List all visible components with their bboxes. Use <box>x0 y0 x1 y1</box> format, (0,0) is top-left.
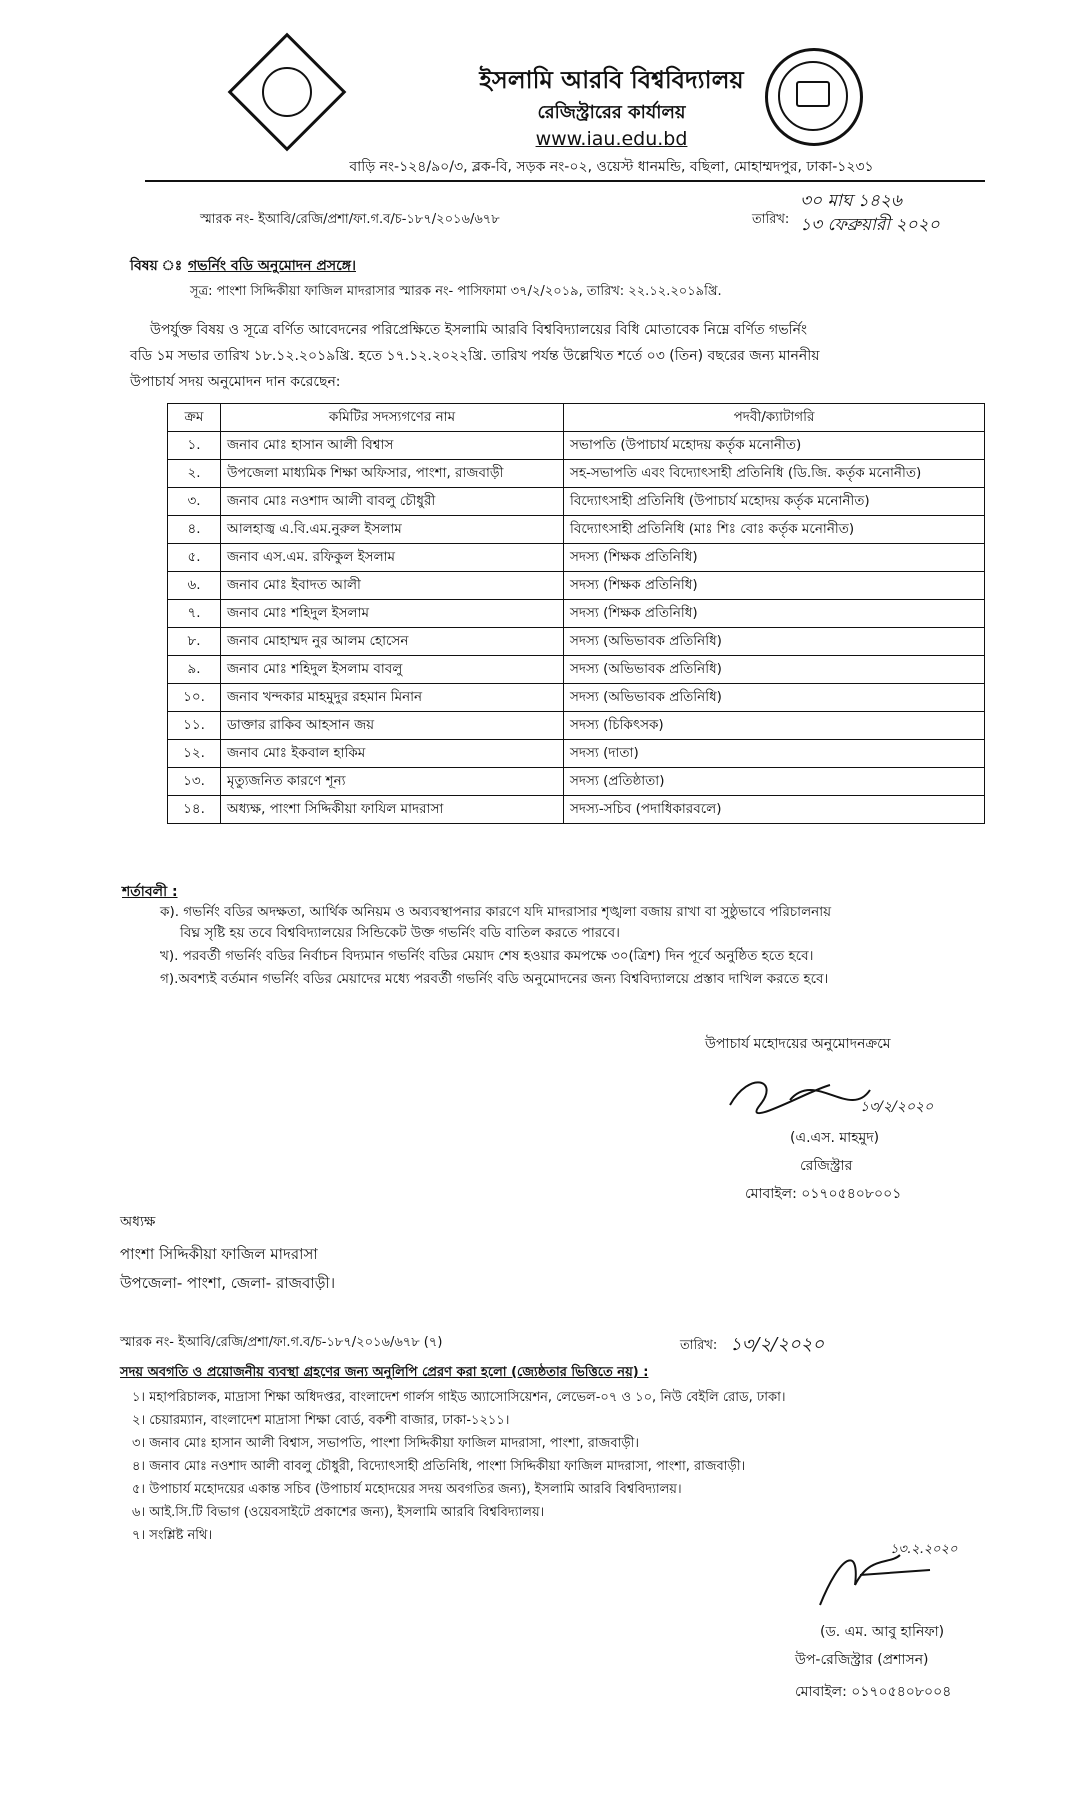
table-cell-member-role: সদস্য (চিকিৎসক) <box>564 712 985 740</box>
copy-list-item: ৬। আই.সি.টি বিভাগ (ওয়েবসাইটে প্রকাশের জন্য), ইসলামি আরবি বিশ্ববিদ্যালয়। <box>132 1505 545 1520</box>
table-header-name: কমিটির সদস্যগণের নাম <box>221 404 564 432</box>
table-row <box>168 656 985 684</box>
copy-memo-date: ১৩/২/২০২০ <box>730 1334 825 1355</box>
copy-list-item: ৩। জনাব মোঃ হাসান আলী বিশ্বাস, সভাপতি, পাংশা সিদ্দিকীয়া ফাজিল মাদরাসা, পাংশা, রাজবাড়ী। <box>132 1436 639 1451</box>
memo-date-label: তারিখ: <box>752 212 790 227</box>
deputy-registrar-name: (ড. এম. আবু হানিফা) <box>820 1624 945 1640</box>
table-cell-member-name: জনাব খন্দকার মাহমুদুর রহমান মিনান <box>221 684 564 712</box>
table-cell-member-role: সদস্য (অভিভাবক প্রতিনিধি) <box>564 684 985 712</box>
table-cell-serial: ২. <box>168 460 221 488</box>
condition-a-line1: ক). গভর্নিং বডির অদক্ষতা, আর্থিক অনিয়ম ও অব্যবস্থাপনার কারণে যদি মাদরাসার শৃঙ্খলা বজায় রাখা বা সুষ্ঠুভাবে পরিচালনায় <box>160 904 832 920</box>
table-cell-serial: ১৪. <box>168 796 221 824</box>
table-cell-member-role: সদস্য (শিক্ষক প্রতিনিধি) <box>564 600 985 628</box>
table-cell-member-name: মৃত্যুজনিত কারণে শূন্য <box>221 768 564 796</box>
table-row <box>168 600 985 628</box>
table-cell-member-name: জনাব এস.এম. রফিকুল ইসলাম <box>221 544 564 572</box>
website-link[interactable]: www.iau.edu.bd <box>535 128 688 150</box>
table-row <box>168 572 985 600</box>
copy-list-item: ১। মহাপরিচালক, মাদ্রাসা শিক্ষা অধিদপ্তর, বাংলাদেশ গার্লস গাইড অ্যাসোসিয়েশন, লেভেল-০৭ ও ১০, নিউ বেইলি রোড, ঢাকা। <box>132 1390 786 1405</box>
deputy-registrar-title: উপ-রেজিস্ট্রার (প্রশাসন) <box>795 1652 929 1668</box>
copy-memo-date-label: তারিখ: <box>680 1338 718 1353</box>
table-cell-member-name: জনাব মোহাম্মদ নুর আলম হোসেন <box>221 628 564 656</box>
table-cell-serial: ৭. <box>168 600 221 628</box>
condition-c: গ).অবশ্যই বর্তমান গভর্নিং বডির মেয়াদের মধ্যে পরবর্তী গভর্নিং বডি অনুমোদনের জন্য বিশ্ববিদ্যালয়ে প্রস্তাব দাখিল করতে হবে। <box>160 971 829 987</box>
condition-a-line2: বিঘ্ন সৃষ্টি হয় তবে বিশ্ববিদ্যালয়ের সিন্ডিকেট উক্ত গভর্নিং বডি বাতিল করতে পারবে। <box>180 925 620 941</box>
deputy-registrar-signature-date: ১৩.২.২০২০ <box>890 1542 958 1557</box>
table-cell-member-role: সদস্য (অভিভাবক প্রতিনিধি) <box>564 628 985 656</box>
table-cell-member-name: জনাব মোঃ ইবাদত আলী <box>221 572 564 600</box>
memo-date-bangla: ৩০ মাঘ ১৪২৬ <box>800 191 902 211</box>
recipient-address: উপজেলা- পাংশা, জেলা- রাজবাড়ী। <box>120 1274 336 1292</box>
table-cell-member-name: জনাব মোঃ ইকবাল হাকিম <box>221 740 564 768</box>
table-cell-member-role: সদস্য (দাতা) <box>564 740 985 768</box>
deputy-registrar-mobile: মোবাইল: ০১৭০৫৪০৮০০৪ <box>795 1684 952 1700</box>
table-cell-member-name: উপজেলা মাধ্যমিক শিক্ষা অফিসার, পাংশা, রাজবাড়ী <box>221 460 564 488</box>
table-row <box>168 768 985 796</box>
table-cell-member-role: বিদ্যোৎসাহী প্রতিনিধি (উপাচার্য মহোদয় কর্তৃক মনোনীত) <box>564 488 985 516</box>
recipient-title: অধ্যক্ষ <box>120 1214 156 1230</box>
governing-body-table <box>167 403 985 824</box>
body-line-2: বডি ১ম সভার তারিখ ১৮.১২.২০১৯খ্রি. হতে ১৭.১২.২০২২খ্রি. তারিখ পর্যন্ত উল্লেখিত শর্তে ০৩ (তিন) বছরের জন্য মাননীয় <box>130 348 820 364</box>
table-cell-serial: ৫. <box>168 544 221 572</box>
recipient-institution: পাংশা সিদ্দিকীয়া ফাজিল মাদরাসা <box>120 1245 318 1263</box>
table-cell-member-name: জনাব মোঃ হাসান আলী বিশ্বাস <box>221 432 564 460</box>
table-cell-member-name: অধ্যক্ষ, পাংশা সিদ্দিকীয়া ফাযিল মাদরাসা <box>221 796 564 824</box>
table-cell-serial: ৮. <box>168 628 221 656</box>
table-cell-member-name: ডাক্তার রাকিব আহসান জয় <box>221 712 564 740</box>
source-reference: সূত্র: পাংশা সিদ্দিকীয়া ফাজিল মাদরাসার স্মারক নং- পাসিফামা ৩৭/২/২০১৯, তারিখ: ২২.১২.২০১৯খ্রি. <box>190 284 722 299</box>
office-address: বাড়ি নং-১২৪/৯০/৩, ব্লক-বি, সড়ক নং-০২, ওয়েস্ট ধানমন্ডি, বছিলা, মোহাম্মদপুর, ঢাকা-১২৩১ <box>349 159 874 175</box>
table-row <box>168 740 985 768</box>
table-cell-serial: ৪. <box>168 516 221 544</box>
table-header-role: পদবী/ক্যাটাগরি <box>564 404 985 432</box>
copy-list-item: ৪। জনাব মোঃ নওশাদ আলী বাবলু চৌধুরী, বিদ্যোৎসাহী প্রতিনিধি, পাংশা সিদ্দিকীয়া ফাজিল মাদরাসা, পাংশা, রাজবাড়ী। <box>132 1459 746 1474</box>
registrar-title: রেজিস্ট্রার <box>800 1158 853 1174</box>
table-cell-member-name: জনাব মোঃ শহিদুল ইসলাম <box>221 600 564 628</box>
table-cell-member-role: সহ-সভাপতি এবং বিদ্যোৎসাহী প্রতিনিধি (ডি.জি. কর্তৃক মনোনীত) <box>564 460 985 488</box>
table-row <box>168 628 985 656</box>
registrar-name: (এ.এস. মাহমুদ) <box>790 1130 880 1146</box>
copy-list-item: ৫। উপাচার্য মহোদয়ের একান্ত সচিব (উপাচার্য মহোদয়ের সদয় অবগতির জন্য), ইসলামি আরবি বিশ্ববিদ্যালয়। <box>132 1482 682 1497</box>
table-cell-member-role: সদস্য-সচিব (পদাধিকারবলে) <box>564 796 985 824</box>
table-row <box>168 460 985 488</box>
condition-b: খ). পরবর্তী গভর্নিং বডির নির্বাচন বিদ্যমান গভর্নিং বডির মেয়াদ শেষ হওয়ার কমপক্ষে ৩০(ত্রিশ) দিন পূর্বে অনুষ্ঠিত হতে হবে। <box>160 948 814 964</box>
table-header-serial: ক্রম <box>168 404 221 432</box>
table-cell-serial: ৬. <box>168 572 221 600</box>
table-row <box>168 712 985 740</box>
registrar-signature-date: ১৩/২/২০২০ <box>860 1099 934 1115</box>
table-row <box>168 488 985 516</box>
subject-label: বিষয় ঃ <box>130 258 183 274</box>
table-cell-serial: ৩. <box>168 488 221 516</box>
office-name: রেজিস্ট্রারের কার্যালয় <box>537 102 686 123</box>
table-cell-serial: ১. <box>168 432 221 460</box>
approval-line: উপাচার্য মহোদয়ের অনুমোদনক্রমে <box>705 1036 891 1052</box>
table-cell-serial: ১২. <box>168 740 221 768</box>
table-cell-member-name: আলহাজ্ব এ.বি.এম.নুরুল ইসলাম <box>221 516 564 544</box>
table-cell-member-role: সদস্য (অভিভাবক প্রতিনিধি) <box>564 656 985 684</box>
table-cell-serial: ১৩. <box>168 768 221 796</box>
body-line-3: উপাচার্য সদয় অনুমোদন দান করেছেন: <box>130 374 341 390</box>
copy-heading: সদয় অবগতি ও প্রয়োজনীয় ব্যবস্থা গ্রহণের জন্য অনুলিপি প্রেরণ করা হলো (জ্যেষ্ঠতার ভিত্তিতে নয়) : <box>120 1365 649 1380</box>
table-row <box>168 432 985 460</box>
university-name: ইসলামি আরবি বিশ্ববিদ্যালয় <box>479 66 744 94</box>
table-cell-member-role: সদস্য (প্রতিষ্ঠাতা) <box>564 768 985 796</box>
conditions-title: শর্তাবলী : <box>122 884 178 900</box>
copy-memo-reference: স্মারক নং- ইআবি/রেজি/প্রশা/ফা.গ.ব/চ-১৮৭/২০১৬/৬৭৮ (৭) <box>120 1335 443 1350</box>
registrar-mobile: মোবাইল: ০১৭০৫৪০৮০০১ <box>745 1186 902 1202</box>
memo-reference: স্মারক নং- ইআবি/রেজি/প্রশা/ফা.গ.ব/চ-১৮৭/২০১৬/৬৭৮ <box>200 212 500 227</box>
memo-date-gregorian: ১৩ ফেব্রুয়ারী ২০২০ <box>800 215 940 235</box>
table-row <box>168 544 985 572</box>
table-row <box>168 684 985 712</box>
copy-list-item: ৭। সংশ্লিষ্ট নথি। <box>132 1528 213 1543</box>
subject-text: গভর্নিং বডি অনুমোদন প্রসঙ্গে। <box>188 258 356 274</box>
body-line-1: উপর্যুক্ত বিষয় ও সূত্রে বর্ণিত আবেদনের পরিপ্রেক্ষিতে ইসলামি আরবি বিশ্ববিদ্যালয়ের বিধি মোতাবেক নিম্নে বর্ণিত গভর্নিং <box>150 322 808 338</box>
table-cell-serial: ১১. <box>168 712 221 740</box>
header-divider <box>145 180 985 182</box>
table-row <box>168 796 985 824</box>
table-row <box>168 516 985 544</box>
table-cell-member-role: সদস্য (শিক্ষক প্রতিনিধি) <box>564 544 985 572</box>
table-cell-serial: ১০. <box>168 684 221 712</box>
table-cell-member-name: জনাব মোঃ শহিদুল ইসলাম বাবলু <box>221 656 564 684</box>
table-cell-member-name: জনাব মোঃ নওশাদ আলী বাবলু চৌধুরী <box>221 488 564 516</box>
table-cell-member-role: বিদ্যোৎসাহী প্রতিনিধি (মাঃ শিঃ বোঃ কর্তৃক মনোনীত) <box>564 516 985 544</box>
table-cell-member-role: সদস্য (শিক্ষক প্রতিনিধি) <box>564 572 985 600</box>
copy-list-item: ২। চেয়ারম্যান, বাংলাদেশ মাদ্রাসা শিক্ষা বোর্ড, বকশী বাজার, ঢাকা-১২১১। <box>132 1413 510 1428</box>
table-cell-serial: ৯. <box>168 656 221 684</box>
table-cell-member-role: সভাপতি (উপাচার্য মহোদয় কর্তৃক মনোনীত) <box>564 432 985 460</box>
